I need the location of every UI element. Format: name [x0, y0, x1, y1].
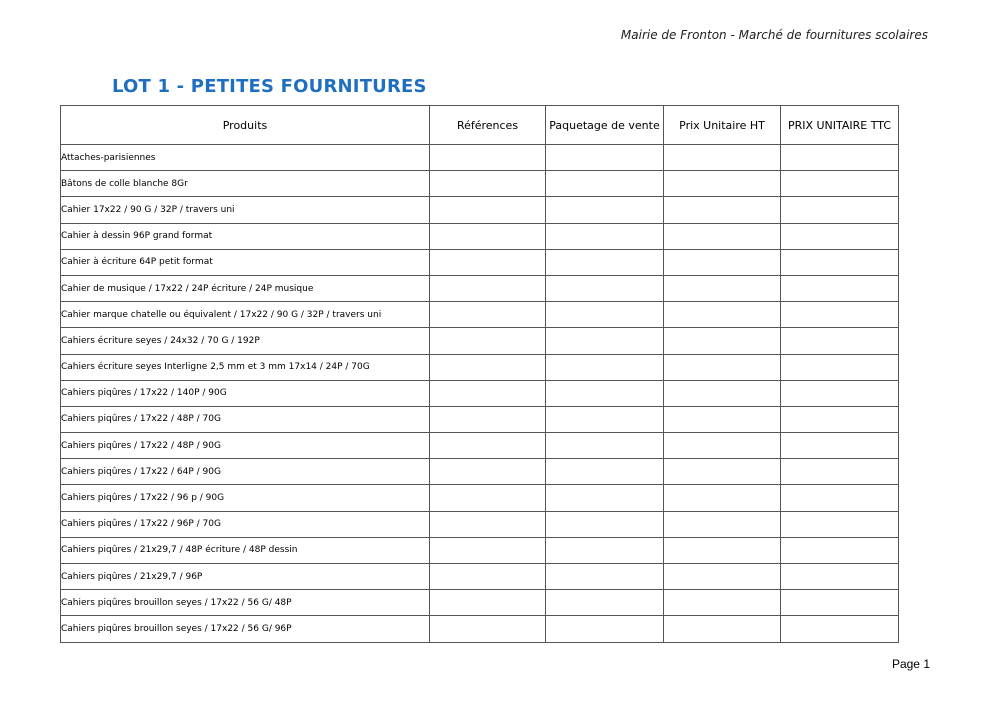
references-cell[interactable] — [430, 537, 546, 563]
table-row — [61, 302, 899, 328]
table-row — [61, 485, 899, 511]
product-cell: Cahier à dessin 96P grand format — [61, 223, 430, 249]
references-cell[interactable] — [430, 171, 546, 197]
product-cell: Cahiers piqûres / 17x22 / 48P / 90G — [61, 433, 430, 459]
prix-ttc-cell[interactable] — [781, 511, 899, 537]
references-cell[interactable] — [430, 616, 546, 642]
paquetage-cell[interactable] — [546, 511, 664, 537]
table-row — [61, 459, 899, 485]
references-cell[interactable] — [430, 249, 546, 275]
prix-ht-cell[interactable] — [664, 511, 781, 537]
prix-ht-cell[interactable] — [664, 171, 781, 197]
table-row — [61, 145, 899, 171]
prix-ttc-cell[interactable] — [781, 433, 899, 459]
table-row — [61, 223, 899, 249]
prix-ttc-cell[interactable] — [781, 328, 899, 354]
prix-ttc-cell[interactable] — [781, 459, 899, 485]
table-row — [61, 433, 899, 459]
paquetage-cell[interactable] — [546, 197, 664, 223]
prix-ttc-cell[interactable] — [781, 590, 899, 616]
references-cell[interactable] — [430, 564, 546, 590]
product-cell: Cahiers piqûres / 17x22 / 96 p / 90G — [61, 485, 430, 511]
prix-ttc-cell[interactable] — [781, 485, 899, 511]
prix-ht-cell[interactable] — [664, 354, 781, 380]
product-cell: Cahiers piqûres / 21x29,7 / 96P — [61, 564, 430, 590]
product-cell: Cahier à écriture 64P petit format — [61, 249, 430, 275]
product-cell: Cahiers piqûres / 17x22 / 48P / 70G — [61, 406, 430, 432]
prix-ht-cell[interactable] — [664, 145, 781, 171]
prix-ht-cell[interactable] — [664, 380, 781, 406]
prix-ttc-cell[interactable] — [781, 302, 899, 328]
prix-ttc-cell[interactable] — [781, 616, 899, 642]
table-row — [61, 197, 899, 223]
prix-ht-cell[interactable] — [664, 564, 781, 590]
prix-ttc-cell[interactable] — [781, 249, 899, 275]
table-row — [61, 275, 899, 301]
lot-title: LOT 1 - PETITES FOURNITURES — [112, 76, 427, 97]
column-header-references: Références — [430, 106, 546, 145]
table-row — [61, 249, 899, 275]
paquetage-cell[interactable] — [546, 302, 664, 328]
references-cell[interactable] — [430, 197, 546, 223]
paquetage-cell[interactable] — [546, 590, 664, 616]
price-table — [60, 105, 899, 643]
references-cell[interactable] — [430, 380, 546, 406]
page-number: Page 1 — [891, 657, 930, 671]
references-cell[interactable] — [430, 328, 546, 354]
references-cell[interactable] — [430, 223, 546, 249]
paquetage-cell[interactable] — [546, 537, 664, 563]
table-row — [61, 590, 899, 616]
prix-ht-cell[interactable] — [664, 223, 781, 249]
table-row — [61, 616, 899, 642]
prix-ttc-cell[interactable] — [781, 354, 899, 380]
table-row — [61, 380, 899, 406]
references-cell[interactable] — [430, 406, 546, 432]
product-cell: Bâtons de colle blanche 8Gr — [61, 171, 430, 197]
prix-ttc-cell[interactable] — [781, 197, 899, 223]
prix-ttc-cell[interactable] — [781, 406, 899, 432]
references-cell[interactable] — [430, 459, 546, 485]
paquetage-cell[interactable] — [546, 171, 664, 197]
paquetage-cell[interactable] — [546, 354, 664, 380]
product-cell: Cahier marque chatelle ou équivalent / 17x22 / 90 G / 32P / travers uni — [61, 302, 430, 328]
prix-ht-cell[interactable] — [664, 302, 781, 328]
references-cell[interactable] — [430, 354, 546, 380]
paquetage-cell[interactable] — [546, 275, 664, 301]
product-cell: Cahiers piqûres / 17x22 / 140P / 90G — [61, 380, 430, 406]
prix-ht-cell[interactable] — [664, 406, 781, 432]
prix-ht-cell[interactable] — [664, 537, 781, 563]
prix-ttc-cell[interactable] — [781, 537, 899, 563]
table-header-row — [61, 106, 899, 145]
product-cell: Attaches-parisiennes — [61, 145, 430, 171]
prix-ttc-cell[interactable] — [781, 380, 899, 406]
product-cell: Cahiers piqûres brouillon seyes / 17x22 / 56 G/ 48P — [61, 590, 430, 616]
prix-ht-cell[interactable] — [664, 433, 781, 459]
prix-ttc-cell[interactable] — [781, 564, 899, 590]
references-cell[interactable] — [430, 275, 546, 301]
column-header-prix-ttc: PRIX UNITAIRE TTC — [781, 106, 899, 145]
prix-ttc-cell[interactable] — [781, 275, 899, 301]
paquetage-cell[interactable] — [546, 564, 664, 590]
paquetage-cell[interactable] — [546, 406, 664, 432]
paquetage-cell[interactable] — [546, 328, 664, 354]
column-header-prix-ht: Prix Unitaire HT — [664, 106, 781, 145]
prix-ht-cell[interactable] — [664, 590, 781, 616]
paquetage-cell[interactable] — [546, 223, 664, 249]
paquetage-cell[interactable] — [546, 616, 664, 642]
references-cell[interactable] — [430, 485, 546, 511]
prix-ttc-cell[interactable] — [781, 223, 899, 249]
paquetage-cell[interactable] — [546, 145, 664, 171]
prix-ht-cell[interactable] — [664, 328, 781, 354]
prix-ht-cell[interactable] — [664, 197, 781, 223]
product-cell: Cahiers écriture seyes / 24x32 / 70 G / 192P — [61, 328, 430, 354]
table-row — [61, 171, 899, 197]
paquetage-cell[interactable] — [546, 433, 664, 459]
table-body — [61, 145, 899, 643]
product-cell: Cahier de musique / 17x22 / 24P écriture / 24P musique — [61, 275, 430, 301]
paquetage-cell[interactable] — [546, 485, 664, 511]
product-cell: Cahiers piqûres / 17x22 / 64P / 90G — [61, 459, 430, 485]
table-row — [61, 406, 899, 432]
document-header: Mairie de Fronton - Marché de fournitures scolaires — [620, 28, 928, 42]
paquetage-cell[interactable] — [546, 249, 664, 275]
product-cell: Cahiers piqûres brouillon seyes / 17x22 / 56 G/ 96P — [61, 616, 430, 642]
references-cell[interactable] — [430, 302, 546, 328]
references-cell[interactable] — [430, 590, 546, 616]
table-row — [61, 328, 899, 354]
product-cell: Cahiers écriture seyes Interligne 2,5 mm et 3 mm 17x14 / 24P / 70G — [61, 354, 430, 380]
prix-ht-cell[interactable] — [664, 616, 781, 642]
prix-ht-cell[interactable] — [664, 275, 781, 301]
paquetage-cell[interactable] — [546, 380, 664, 406]
product-cell: Cahier 17x22 / 90 G / 32P / travers uni — [61, 197, 430, 223]
prix-ht-cell[interactable] — [664, 459, 781, 485]
product-cell: Cahiers piqûres / 17x22 / 96P / 70G — [61, 511, 430, 537]
prix-ht-cell[interactable] — [664, 249, 781, 275]
column-header-produits: Produits — [61, 106, 430, 145]
prix-ttc-cell[interactable] — [781, 145, 899, 171]
table-row — [61, 511, 899, 537]
prix-ht-cell[interactable] — [664, 485, 781, 511]
references-cell[interactable] — [430, 145, 546, 171]
references-cell[interactable] — [430, 433, 546, 459]
column-header-paquetage: Paquetage de vente — [546, 106, 664, 145]
paquetage-cell[interactable] — [546, 459, 664, 485]
product-cell: Cahiers piqûres / 21x29,7 / 48P écriture / 48P dessin — [61, 537, 430, 563]
table-row — [61, 564, 899, 590]
references-cell[interactable] — [430, 511, 546, 537]
table-row — [61, 354, 899, 380]
table-row — [61, 537, 899, 563]
prix-ttc-cell[interactable] — [781, 171, 899, 197]
